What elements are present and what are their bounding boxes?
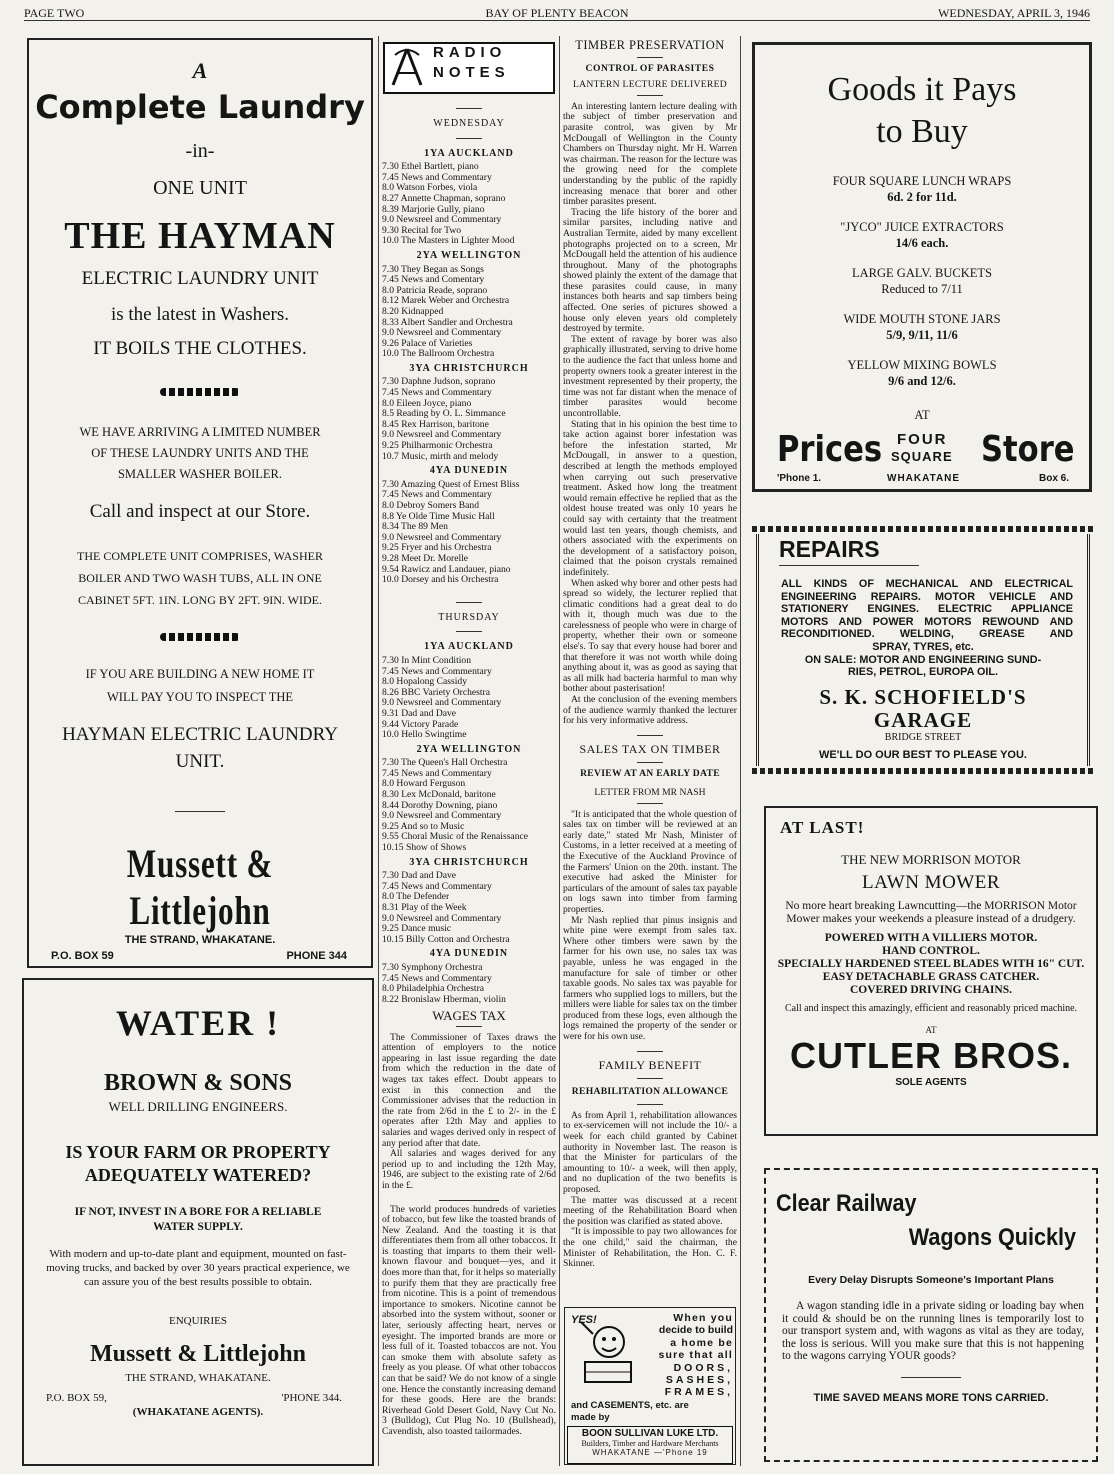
goods-item-5-price: 9/6 and 12/6. xyxy=(888,374,956,388)
radio-program-item: 8.0 Hopalong Cassidy xyxy=(382,676,468,688)
laundry-call: Call and inspect at our Store. xyxy=(89,501,311,522)
timber-title: TIMBER PRESERVATION xyxy=(575,38,725,52)
mower-l4: HAND CONTROL. xyxy=(882,945,980,957)
radio-program-list xyxy=(382,871,556,945)
radio-program-item: 8.0 Watson Forbes, viola xyxy=(382,182,478,194)
mower-firm: CUTLER BROS. xyxy=(790,1035,1072,1076)
radio-program-item: 10.0 The Masters in Lighter Mood xyxy=(382,235,515,247)
goods-item-4-price: 5/9, 9/11, 11/6 xyxy=(886,328,958,342)
laundry-electric: ELECTRIC LAUNDRY UNIT xyxy=(81,268,319,289)
repairs-l4: MOTORS AND POWER MOTORS REWOUND AND xyxy=(781,615,1073,628)
water-if2: WATER SUPPLY. xyxy=(153,1221,243,1233)
railway-t1: Clear Railway xyxy=(776,1190,917,1217)
repairs-street: BRIDGE STREET xyxy=(884,731,962,743)
radio-program-list xyxy=(382,758,556,853)
repairs-l6: SPRAY, TYRES, etc. xyxy=(872,640,974,653)
family-sub: REHABILITATION ALLOWANCE xyxy=(571,1086,729,1098)
boon-yes: YES! xyxy=(571,1314,597,1326)
laundry-arriving-2: OF THESE LAUNDRY UNITS AND THE xyxy=(91,446,309,460)
radio-program-list xyxy=(382,656,556,741)
radio-program-item: 9.31 Dad and Dave xyxy=(382,707,457,719)
laundry-address: THE STRAND, WHAKATANE. xyxy=(124,934,276,946)
timber-sub2: LANTERN LECTURE DELIVERED xyxy=(572,79,728,91)
boon-l9: made by xyxy=(571,1412,610,1423)
newspaper-title: BAY OF PLENTY BEACON xyxy=(485,6,629,20)
radio-program-item: 9.25 Dance music xyxy=(382,923,452,935)
boon-l8: and CASEMENTS, etc. are xyxy=(571,1400,689,1411)
divider xyxy=(456,631,482,632)
repairs-l2: ENGINEERING REPAIRS. MOTOR VEHICLE AND xyxy=(781,590,1073,603)
radio-program-item: 10.0 Hello Swingtime xyxy=(382,729,467,741)
timber-p1: An interesting lantern lecture dealing with the subject of timber preservation and parasite control, was given by Mr McDougall of Wellington in the County Chambers on Thursday night. Mr H. Warren was chairman. The reason for the lecture was the growing need for the complete understanding by the public of the rapidly increasing menace that borer and other timber parasites present. xyxy=(563,100,737,208)
radio-program-list xyxy=(382,265,556,360)
laundry-comp-1: THE COMPLETE UNIT COMPRISES, WASHER xyxy=(77,549,323,563)
boon-sullivan-ad xyxy=(564,1307,736,1465)
boon-l3: a home be xyxy=(670,1336,733,1349)
radio-program-item: 9.25 Fryer and his Orchestra xyxy=(382,542,492,554)
wavy-divider xyxy=(160,388,240,396)
repairs-garage: GARAGE xyxy=(873,707,973,732)
goods-item-1: FOUR SQUARE LUNCH WRAPS xyxy=(832,174,1012,188)
repairs-firm: S. K. SCHOFIELD'S xyxy=(819,684,1027,709)
goods-item-3: LARGE GALV. BUCKETS xyxy=(852,266,992,280)
radio-program-item: 8.12 Marek Weber and Orchestra xyxy=(382,295,510,307)
goods-phone: 'Phone 1. xyxy=(777,473,822,484)
water-enquiries: ENQUIRIES xyxy=(168,1315,228,1327)
water-phone: 'PHONE 344. xyxy=(281,1392,342,1404)
boon-l7: FRAMES, xyxy=(664,1386,733,1399)
water-agents: (WHAKATANE AGENTS). xyxy=(132,1406,264,1418)
goods-store: Store xyxy=(981,429,1075,470)
mower-l3: POWERED WITH A VILLIERS MOTOR. xyxy=(824,932,1038,944)
mower-l5: SPECIALLY HARDENED STEEL BLADES WITH 16" CUT. xyxy=(777,958,1085,970)
radio-program-item: 7.45 News and Commentary xyxy=(382,665,492,677)
radio-program-item: 7.30 Daphne Judson, soprano xyxy=(382,376,496,388)
laundry-hayman: THE HAYMAN xyxy=(64,215,336,257)
radio-program-item: 7.30 They Began as Songs xyxy=(382,263,484,275)
timber-p5: When asked why borer and other pests had spread so widely, the lecturer replied that climatic conditions had a great deal to do with it, though much was due to the carelessness of people who were in charge of property, whether their own or someone else's. To say that every house had borer and that therefore it was not worth while doing anything about it, was as good as saying that as all milk had bacteria harmful to man why bother about pasterisation! xyxy=(563,577,737,695)
wavy-border xyxy=(752,526,1094,532)
radio-program-item: 8.26 BBC Variety Orchestra xyxy=(382,686,490,698)
column-rule xyxy=(378,36,379,1466)
divider xyxy=(637,95,663,96)
laundry-title: Complete Laundry xyxy=(35,88,365,126)
railway-t2: Wagons Quickly xyxy=(908,1224,1076,1251)
mower-l2: LAWN MOWER xyxy=(861,872,1001,893)
column-rule xyxy=(559,36,560,1466)
radio-program-item: 9.55 Choral Music of the Renaissance xyxy=(382,831,529,843)
mower-sole: SOLE AGENTS xyxy=(895,1077,967,1088)
water-q2: ADEQUATELY WATERED? xyxy=(84,1165,312,1185)
railway-ad xyxy=(764,1168,1098,1462)
radio-schedule xyxy=(382,119,556,1005)
radio-station-name: 4YA DUNEDIN xyxy=(429,948,509,960)
divider xyxy=(779,565,919,566)
goods-item-4: WIDE MOUTH STONE JARS xyxy=(843,312,1001,326)
divider xyxy=(637,803,663,804)
goods-item-1-price: 6d. 2 for 11d. xyxy=(887,190,957,204)
water-ad xyxy=(22,978,374,1466)
salestax-sub1: REVIEW AT AN EARLY DATE xyxy=(580,768,720,780)
goods-prices: Prices xyxy=(777,429,883,470)
radio-program-item: 8.0 The Defender xyxy=(382,891,450,903)
water-q1: IS YOUR FARM OR PROPERTY xyxy=(65,1142,331,1162)
radio-program-item: 10.0 Dorsey and his Orchestra xyxy=(382,574,499,586)
laundry-latest: is the latest in Washers. xyxy=(110,304,290,325)
radio-program-item: 9.0 Newsreel and Commentary xyxy=(382,531,502,543)
divider xyxy=(637,57,663,58)
boon-sub: Builders, Timber and Hardware Merchants xyxy=(581,1439,719,1448)
wavy-border xyxy=(752,768,1094,774)
divider xyxy=(637,1051,663,1052)
radio-program-item: 10.0 The Ballroom Orchestra xyxy=(382,348,495,360)
divider xyxy=(439,1200,499,1201)
radio-program-item: 7.45 News and Commentary xyxy=(382,767,492,779)
divider xyxy=(456,1026,482,1027)
repairs-title: REPAIRS xyxy=(779,536,880,562)
divider xyxy=(637,1078,663,1079)
radio-program-item: 9.0 Newsreel and Commentary xyxy=(382,214,502,226)
divider xyxy=(456,108,482,109)
timber-p6: At the conclusion of the evening members of the audience warmly thanked the lecturer for his very informative address. xyxy=(563,694,737,727)
radio-program-item: 8.0 Patricia Reade, soprano xyxy=(382,284,488,296)
goods-item-2: "JYCO" JUICE EXTRACTORS xyxy=(840,220,1004,234)
laundry-hayman-2: UNIT. xyxy=(175,751,225,772)
radio-program-item: 7.45 News and Commentary xyxy=(382,387,492,399)
radio-mast-icon xyxy=(387,45,427,89)
wages-p3: The world produces hundreds of varieties of tobacco, but few like the toasted brands of New Zealand. And the toasting it is that differentiates them from all other tobaccos. It is toasting that imparts to them their well-known flavour and bouquet—yes, and it does more than that, for it helps so materially to purify them that they are practically free from nicotine. This is a point of tremendous importance to smokers. Nicotine cannot be absorbed into the system without, sooner or later, seriously affecting heart, nerves or eyesight. The imported brands are more or less full of it. Toasted tobaccos are not. You can smoke them with absolute safety as freely as you please. Of what other tobaccos can that be said? We do not know of a single one. Hence the constantly increasing demand for these goods. Here are the brands: Riverhead Gold Desert Gold, Navy Cut No. 3 (Bulldog), Cut Plug No. 10 (Bullshead), Cavendish, also toasted tailormades. xyxy=(382,1203,556,1437)
railway-sub: Every Delay Disrupts Someone's Important Plans xyxy=(808,1274,1054,1286)
repairs-motto: WE'LL DO OUR BEST TO PLEASE YOU. xyxy=(819,748,1027,761)
water-body: With modern and up-to-date plant and equipment, mounted on fast-moving trucks, and backed by over 30 years practical experience, we can assure you of the best results possible to obtain. xyxy=(46,1248,350,1288)
radio-program-item: 9.30 Recital for Two xyxy=(382,224,462,236)
mower-p1: No more heart breaking Lawncutting—the MORRISON Motor Mower makes your weekends a pleasure instead of a drudgery. xyxy=(785,900,1077,925)
radio-program-item: 7.30 Ethel Bartlett, piano xyxy=(382,161,479,173)
radio-program-list xyxy=(382,377,556,462)
laundry-comp-2: BOILER AND TWO WASH TUBS, ALL IN ONE xyxy=(78,571,322,585)
water-if1: IF NOT, INVEST IN A BORE FOR A RELIABLE xyxy=(74,1206,322,1218)
radio-program-item: 8.5 Reading by O. L. Simmance xyxy=(382,408,506,420)
radio-station-name: 2YA WELLINGTON xyxy=(416,249,522,261)
radio-program-item: 9.0 Newsreel and Commentary xyxy=(382,912,502,924)
laundry-one-unit: ONE UNIT xyxy=(153,177,247,199)
radio-day-heading: THURSDAY xyxy=(438,611,500,623)
repairs-ad xyxy=(756,534,1090,766)
divider xyxy=(637,735,663,736)
radio-program-item: 8.34 The 89 Men xyxy=(382,521,448,533)
railway-body: A wagon standing idle in a private siding or loading bay when it could & should be on the running lines is temporarily lost to our transport system and, with wagons as vital as they are today, the loss is serious. Will you make sure that this is not happening to the wagons carrying YOUR goods? xyxy=(782,1300,1084,1362)
family-p2: The matter was discussed at a recent meeting of the Rehabilitation Board when the position was clarified as stated above. xyxy=(563,1194,737,1227)
salestax-p2: Mr Nash replied that pinus insignis and white pine were exempt from sales tax. Where other timbers were sawn by the farmer for his own use, no sales tax was payable, unless he was engaged in the manufacture for sale of timber or other taxable goods. No sales tax was payable for farmers who supplied logs to millers, but the millers were liable for sales tax on the timber produced from these logs, even although the logs remained the property of the sender or were for his own use. xyxy=(563,914,737,1043)
radio-program-item: 8.0 Howard Ferguson xyxy=(382,778,466,790)
goods-item-3-price: Reduced to 7/11 xyxy=(881,282,963,296)
family-p1: As from April 1, rehabilitation allowances to ex-servicemen will not include the 10/- a week for each child granted by Cabinet authority in November last. The reason is that the Minister for particulars of the amounting to 10/- a week, will then apply, and no duplication of the two benefits is proposed. xyxy=(563,1109,737,1195)
laundry-pobox: P.O. BOX 59 xyxy=(51,950,114,962)
radio-logo-bottom: NOTES xyxy=(433,64,510,81)
laundry-hayman-1: HAYMAN ELECTRIC LAUNDRY xyxy=(62,724,338,745)
radio-program-item: 9.26 Palace of Varieties xyxy=(382,337,473,349)
radio-program-item: 8.45 Rex Harrison, baritone xyxy=(382,418,489,430)
radio-program-item: 10.7 Music, mirth and melody xyxy=(382,450,499,462)
mower-at: AT xyxy=(925,1025,937,1035)
laundry-arriving-3: SMALLER WASHER BOILER. xyxy=(117,467,282,481)
goods-town: WHAKATANE xyxy=(887,473,961,484)
radio-station-name: 3YA CHRISTCHURCH xyxy=(409,856,529,868)
timber-sub1: CONTROL OF PARASITES xyxy=(585,62,715,74)
radio-program-item: 9.0 Newsreel and Commentary xyxy=(382,810,502,822)
radio-station-name: 2YA WELLINGTON xyxy=(416,743,522,755)
water-pobox: P.O. BOX 59, xyxy=(46,1392,107,1404)
water-sub: WELL DRILLING ENGINEERS. xyxy=(108,1099,288,1114)
radio-program-item: 8.31 Play of the Week xyxy=(382,902,467,913)
laundry-ad xyxy=(27,38,373,968)
radio-notes-column xyxy=(382,40,556,1005)
radio-program-item: 7.45 News and Commentary xyxy=(382,171,492,183)
repairs-l8: RIES, PETROL, EUROPA OIL. xyxy=(848,666,998,679)
radio-program-list xyxy=(382,480,556,586)
radio-logo-top: RADIO xyxy=(433,44,507,61)
radio-program-item: 9.54 Rawicz and Landauer, piano xyxy=(382,563,511,575)
page-number: PAGE TWO xyxy=(24,6,85,20)
boon-l1: When you xyxy=(673,1312,733,1324)
goods-square: SQUARE xyxy=(891,449,953,464)
goods-four: FOUR xyxy=(897,431,948,448)
radio-station-name: 4YA DUNEDIN xyxy=(429,465,509,477)
radio-program-item: 9.44 Victory Parade xyxy=(382,718,459,730)
radio-program-item: 9.25 Philharmonic Orchestra xyxy=(382,440,493,452)
radio-program-item: 8.39 Marjorie Gully, piano xyxy=(382,203,485,215)
radio-program-item: 7.30 Symphony Orchestra xyxy=(382,961,483,973)
wages-p2: All salaries and wages derived for any period up to and including the 12th May, 1946, are subject to the existing rate of 2/6d in the £. xyxy=(382,1148,556,1191)
divider xyxy=(456,602,482,603)
page-header xyxy=(24,4,1090,21)
radio-program-item: 8.20 Kidnapped xyxy=(382,305,444,317)
radio-program-item: 8.0 Debroy Somers Band xyxy=(382,500,479,511)
goods-title-1: Goods it Pays xyxy=(827,71,1017,108)
salestax-title: SALES TAX ON TIMBER xyxy=(579,741,721,756)
divider xyxy=(637,1104,663,1105)
radio-program-item: 7.30 Dad and Dave xyxy=(382,870,457,882)
water-firm: BROWN & SONS xyxy=(103,1070,293,1096)
goods-item-2-price: 14/6 each. xyxy=(895,236,949,250)
family-title: FAMILY BENEFIT xyxy=(598,1057,702,1072)
radio-program-list xyxy=(382,963,556,1005)
repairs-l5: RECONDITIONED. WELDING, GREASE AND xyxy=(781,628,1073,641)
radio-program-item: 8.27 Annette Chapman, soprano xyxy=(382,192,506,204)
radio-program-item: 8.30 Lex McDonald, baritone xyxy=(382,789,496,801)
repairs-l3: STATIONERY ENGINES. ELECTRIC APPLIANCE xyxy=(781,603,1073,616)
timber-p2: Tracing the life history of the borer and similar parsites, including native and Australian Termite, aided by many excellent photographs projected on to a screen, Mr McDougall held the attention of his audience throughout. Many of the photographs showed plainly the extent of the damage that these parasites could cause, in many instances both hearts and sap timbers being affected. One series of pictures showed a house only eleven years old completely destroyed by termite. xyxy=(563,206,737,335)
radio-program-item: 8.33 Albert Sandler and Orchestra xyxy=(382,316,513,328)
laundry-arriving-1: WE HAVE ARRIVING A LIMITED NUMBER xyxy=(79,425,321,439)
boon-name: BOON SULLIVAN LUKE LTD. xyxy=(581,1428,719,1439)
laundry-boils: IT BOILS THE CLOTHES. xyxy=(93,338,307,359)
water-agent: Mussett & Littlejohn xyxy=(90,1341,306,1367)
repairs-l1: ALL KINDS OF MECHANICAL AND ELECTRICAL xyxy=(781,578,1073,590)
radio-program-item: 10.15 Billy Cotton and Orchestra xyxy=(382,933,510,945)
boon-l5: DOORS, xyxy=(673,1361,733,1374)
radio-station-name: 3YA CHRISTCHURCH xyxy=(409,362,529,374)
radio-station-name: 1YA AUCKLAND xyxy=(424,147,514,159)
laundry-firm: Mussett & Littlejohn xyxy=(126,841,274,933)
water-agent-addr: THE STRAND, WHAKATANE. xyxy=(125,1372,271,1384)
laundry-phone: PHONE 344 xyxy=(286,950,347,962)
mower-l7: COVERED DRIVING CHAINS. xyxy=(850,984,1012,996)
radio-program-item: 7.45 News and Commentary xyxy=(382,972,492,984)
news-column-3 xyxy=(563,38,737,1320)
boon-l2: decide to build xyxy=(658,1324,733,1337)
radio-program-item: 9.25 And so to Music xyxy=(382,820,465,832)
radio-station-name: 1YA AUCKLAND xyxy=(424,641,514,653)
radio-program-item: 8.22 Bronislaw Hberman, violin xyxy=(382,993,506,1005)
divider xyxy=(175,811,225,812)
radio-program-item: 7.30 Amazing Quest of Ernest Bliss xyxy=(382,478,520,490)
radio-program-item: 9.0 Newsreel and Commentary xyxy=(382,697,502,709)
radio-program-item: 7.45 News and Commentary xyxy=(382,489,492,501)
radio-program-item: 9.0 Newsreel and Commentary xyxy=(382,429,502,441)
railway-footer: TIME SAVED MEANS MORE TONS CARRIED. xyxy=(813,1391,1049,1404)
timber-p3: The extent of ravage by borer was also graphically illustrated, serving to drive home to the audience the fact that unless home and property owners took a greater interest in the investment represented by their property, the time was not far distant when the menace of timber parasites would become uncontrollable. xyxy=(563,333,737,419)
wages-tax-column xyxy=(382,1005,556,1467)
boon-l4: sure that all xyxy=(658,1349,733,1362)
wages-title: WAGES TAX xyxy=(432,1008,506,1023)
goods-at: AT xyxy=(914,408,930,422)
goods-box: Box 6. xyxy=(1038,473,1069,484)
laundry-build-1: IF YOU ARE BUILDING A NEW HOME IT xyxy=(85,667,315,681)
radio-program-item: 7.45 News and Comentary xyxy=(382,274,485,286)
laundry-comp-3: CABINET 5FT. 1IN. LONG BY 2FT. 9IN. WIDE. xyxy=(78,593,322,607)
laundry-build-2: WILL PAY YOU TO INSPECT THE xyxy=(106,690,294,704)
issue-date: WEDNESDAY, APRIL 3, 1946 xyxy=(938,6,1090,20)
radio-program-item: 9.0 Newsreel and Commentary xyxy=(382,327,502,339)
salestax-sub2: LETTER FROM MR NASH xyxy=(594,787,706,798)
radio-program-item: 8.44 Dorothy Downing, piano xyxy=(382,799,498,811)
radio-logo xyxy=(383,42,555,94)
radio-program-item: 9.28 Meet Dr. Morelle xyxy=(382,552,469,564)
salestax-p1: "It is anticipated that the whole question of sales tax on timber will be reviewed at an early date," stated Mr Nash, Minister of Customs, in a letter received at a meeting of the Executive of the Auckland Province of the Farmers' Union on the 20th. instant. The executive had asked the Minister for particulars of the amount of sales tax payable on logs sawn into timber from farming properties. xyxy=(563,808,737,915)
radio-program-list xyxy=(382,162,556,247)
timber-p4: Stating that in his opinion the best time to take action against borer infestation was before the infestation started, Mr McDougall, in answer to a question, described at length the methods employed when carrying out such preservative treatment. Asked how long the treatment would remain effective he replied that as the oldest house treated was only 10 years he could say with certainty that the treatment would last ten years, though chemists, and others associated with the experiments on the development of a satisfactory poison, claimed that the poison crystals remained indefinitely. xyxy=(563,418,737,578)
mower-p2: Call and inspect this amazingly, efficient and reasonably priced machine. xyxy=(784,1003,1078,1014)
boon-addr: WHAKATANE —'Phone 19 xyxy=(592,1448,708,1457)
mower-title: AT LAST! xyxy=(780,818,865,837)
wavy-divider xyxy=(160,633,240,641)
divider xyxy=(901,1377,961,1378)
radio-program-item: 8.8 Ye Olde Time Music Hall xyxy=(382,510,495,522)
column-rule xyxy=(740,36,741,1466)
laundry-a: A xyxy=(192,58,208,83)
mower-ad xyxy=(764,806,1098,1136)
radio-program-item: 7.30 The Queen's Hall Orchestra xyxy=(382,757,508,769)
boon-l6: SASHES, xyxy=(665,1374,733,1387)
divider xyxy=(456,138,482,139)
repairs-l7: ON SALE: MOTOR AND ENGINEERING SUND- xyxy=(804,653,1042,666)
radio-day-heading: WEDNESDAY xyxy=(433,118,505,129)
divider xyxy=(637,762,663,763)
mower-l1: THE NEW MORRISON MOTOR xyxy=(841,852,1021,867)
radio-program-item: 8.0 Eileen Joyce, piano xyxy=(382,397,472,409)
radio-program-item: 10.15 Show of Shows xyxy=(382,842,467,854)
goods-item-5: YELLOW MIXING BOWLS xyxy=(847,358,997,372)
radio-program-item: 8.0 Philadelphia Orchestra xyxy=(382,983,485,995)
family-p3: "It is impossible to pay two allowances for the one child," said the chairman, the Minister of Rehabilitation, the Hon. C. F. Skinner. xyxy=(563,1226,737,1270)
goods-title-2: to Buy xyxy=(876,113,968,150)
four-square-ad xyxy=(752,42,1092,492)
radio-program-item: 7.30 In Mint Condition xyxy=(382,654,472,666)
mower-l6: EASY DETACHABLE GRASS CATCHER. xyxy=(822,971,1040,983)
wages-p1: The Commissioner of Taxes draws the attention of employers to the notice appearing in last issue regarding the date from which the reduction in the date of wages tax takes effect. Doubt appears to exist in this connection and the Commissioner advises that the reduction in the rate from 2/6d in the £ to 2/- in the £ operates after 12th May and applies to salaries and wages derived only in respect of any period after that date. xyxy=(382,1031,556,1149)
radio-program-item: 7.45 News and Commentary xyxy=(382,880,492,892)
laundry-in: -in- xyxy=(185,140,215,162)
water-title: WATER ! xyxy=(115,1003,281,1043)
